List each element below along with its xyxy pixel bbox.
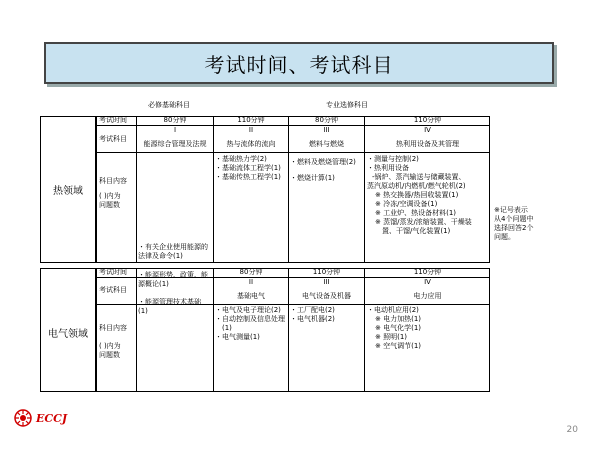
heat-col2-item: ・基础流体工程学(1) xyxy=(215,164,281,172)
electric-col1-item: ・能源管理技术基础 xyxy=(138,298,201,306)
heat-col3-name: 燃料与燃烧 xyxy=(309,140,344,148)
electric-col3-name: 电气设备及机器 xyxy=(302,292,351,300)
heat-col4-item: ※ 工业炉、热设备材料(1) xyxy=(375,209,457,217)
heat-col3-num: III xyxy=(323,126,330,134)
heat-col2-time: 110分钟 xyxy=(237,116,265,124)
page-title: 考试时间、考试科目 xyxy=(204,52,394,77)
heat-time-label: 考试时间 xyxy=(99,116,127,124)
heat-col2-num: II xyxy=(248,126,254,134)
electric-col4-item: ※ 空气调节(1) xyxy=(375,342,422,350)
electric-count-label: ( )内为 问题数 xyxy=(99,342,121,359)
heat-count-label: ( )内为 问题数 xyxy=(99,192,121,209)
heat-col4-name: 热利用设备及其管理 xyxy=(396,140,459,148)
electric-col2-item: ・电气测量(1) xyxy=(215,333,260,341)
electric-col3-time: 110分钟 xyxy=(312,268,341,276)
electric-col2-name: 基础电气 xyxy=(237,292,265,300)
electric-domain-label: 电气领域 xyxy=(48,329,88,340)
heat-domain-label: 热领域 xyxy=(53,186,83,197)
page-number: 20 xyxy=(566,425,578,435)
electric-col2-item: ・自动控制及信息处理 xyxy=(215,315,285,323)
heat-col4-item: 置、干馏/气化装置(1) xyxy=(382,227,451,235)
electric-col2-time: 80分钟 xyxy=(239,268,263,276)
heat-col1-item: 法律及命令(1) xyxy=(138,252,183,260)
heat-col4-item: ※ 热交换器/热回收装置(1) xyxy=(375,191,459,199)
heat-col4-item: ・热利用设备 xyxy=(367,164,409,172)
elective-subjects-label: 专业选修科目 xyxy=(326,101,368,109)
logo-text: ECCJ xyxy=(36,411,68,425)
heat-col3-item: ・燃料及燃烧管理(2) xyxy=(290,158,356,166)
required-subjects-label: 必修基础科目 xyxy=(148,101,190,109)
eccj-logo xyxy=(14,409,67,427)
heat-col3-time: 80分钟 xyxy=(315,116,338,124)
electric-col1-item: (1) xyxy=(138,307,148,315)
electric-col1-item: ・能源形势、政策、能 xyxy=(138,271,208,279)
selection-note: ※记号表示 从4个问题中 选择回答2个 问题。 xyxy=(494,206,534,241)
electric-time-label: 考试时间 xyxy=(99,268,127,276)
heat-content-label: 科目内容 xyxy=(99,177,127,185)
electric-col4-time: 110分钟 xyxy=(413,268,442,276)
electric-col3-item: ・电气机器(2) xyxy=(290,315,335,323)
title-banner xyxy=(44,42,554,84)
heat-col2-name: 热与流体的流向 xyxy=(226,140,276,148)
electric-col3-item: ・工厂配电(2) xyxy=(290,306,335,314)
heat-col4-time: 110分钟 xyxy=(413,116,442,124)
heat-col4-num: IV xyxy=(424,126,431,134)
heat-col4-item: ・测量与控制(2) xyxy=(367,155,419,163)
electric-col4-num: IV xyxy=(424,278,431,286)
electric-col4-item: ・电动机应用(2) xyxy=(367,306,419,314)
heat-col1-time: 80分钟 xyxy=(163,116,187,124)
electric-col2-num: II xyxy=(248,278,254,286)
electric-col1-item: 源概论(1) xyxy=(138,280,169,288)
heat-col4-item: 蒸汽原动机/内燃机/燃气轮机(2) xyxy=(367,182,466,190)
heat-col4-item: -锅炉、蒸汽输送与储藏装置、 xyxy=(372,173,466,181)
eccj-emblem-icon xyxy=(14,409,32,427)
electric-col4-item: ※ 照明(1) xyxy=(375,333,408,341)
electric-col4-item: ※ 电力加热(1) xyxy=(375,315,422,323)
electric-col4-item: ※ 电气化学(1) xyxy=(375,324,422,332)
heat-col1-item: ・有关企业使用能源的 xyxy=(138,243,208,251)
heat-col1-num: I xyxy=(173,126,177,134)
heat-col4-item: ※ 冷冻/空调设备(1) xyxy=(375,200,438,208)
heat-col2-item: ・基础传热工程学(1) xyxy=(215,173,281,181)
heat-col3-item: ・燃烧计算(1) xyxy=(290,174,335,182)
electric-subject-label: 考试科目 xyxy=(99,286,127,294)
electric-content-label: 科目内容 xyxy=(99,324,127,332)
electric-col3-num: III xyxy=(323,278,330,286)
heat-col1-name: 能源综合管理及法规 xyxy=(143,140,207,148)
heat-col4-item: ※ 蒸馏/蒸发/浓缩装置、干燥装 xyxy=(375,218,472,226)
electric-col2-item: ・电气及电子理论(2) xyxy=(215,306,281,314)
electric-col2-item: (1) xyxy=(222,324,232,332)
electric-col4-name: 电力应用 xyxy=(413,292,442,300)
heat-subject-label: 考试科目 xyxy=(99,135,127,143)
heat-col2-item: ・基础热力学(2) xyxy=(215,155,267,163)
